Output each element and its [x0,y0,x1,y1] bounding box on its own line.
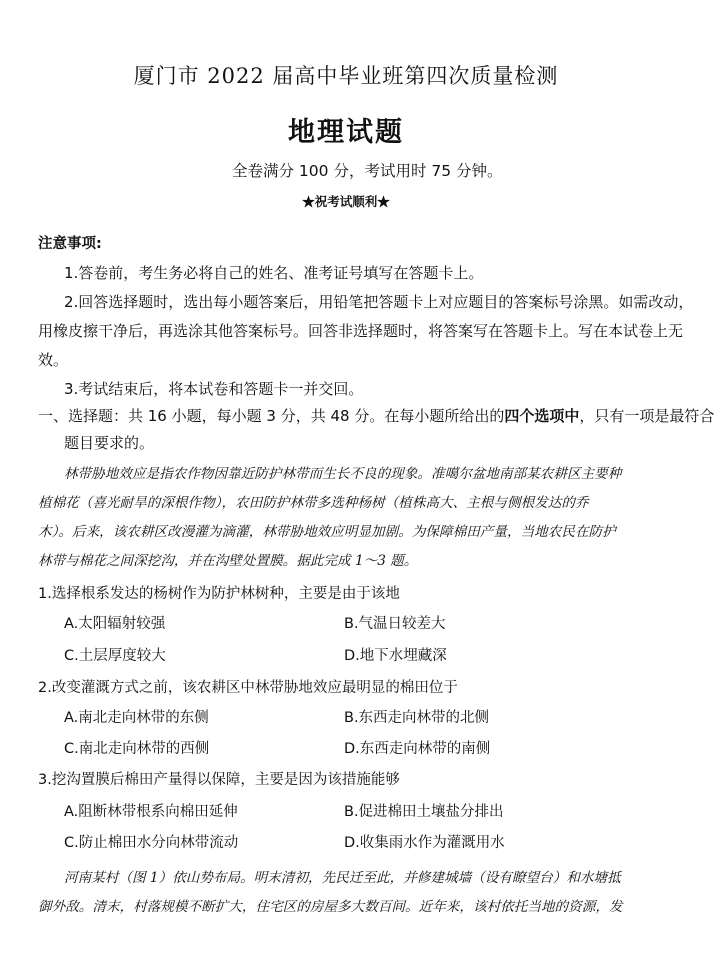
notice-line: 用橡皮擦干净后，再选涂其他答案标号。回答非选择题时，将答案写在答题卡上。写在本试卷上无 [38,322,684,340]
question-stem: 1.选择根系发达的杨树作为防护林树种，主要是由于该地 [38,586,400,602]
option-a: A.太阳辐射较强 [64,616,166,632]
option-b: B.促进棉田土壤盐分排出 [344,804,504,820]
notice-line: 1.答卷前，考生务必将自己的姓名、准考证号填写在答题卡上。 [64,264,484,282]
passage-line: 植棉花（喜光耐旱的深根作物），农田防护林带多选种杨树（植株高大、主根与侧根发达的乔 [38,495,589,511]
passage-line: 河南某村（图 1）依山势布局。明末清初，先民迁至此，并修建城墙（设有瞭望台）和水塘抵 [64,870,621,886]
question-stem: 3.挖沟置膜后棉田产量得以保障，主要是因为该措施能够 [38,772,400,788]
option-b: B.东西走向林带的北侧 [344,710,490,726]
passage-line: 林带胁地效应是指农作物因靠近防护林带而生长不良的现象。准噶尔盆地南部某农耕区主要种 [64,466,622,482]
option-b: B.气温日较差大 [344,616,446,632]
notice-line: 2.回答选择题时，选出每小题答案后，用铅笔把答题卡上对应题目的答案标号涂黑。如需改动， [64,293,694,311]
passage-line: 御外敌。清末，村落规模不断扩大，住宅区的房屋多大数百间。近年来，该村依托当地的资源，发 [38,899,623,915]
option-d: D.收集雨水作为灌溉用水 [344,835,505,851]
section-intro-text: 一、选择题：共 16 小题，每小题 3 分，共 48 分。在每小题所给出的 [38,407,505,425]
option-c: C.土层厚度较大 [64,648,166,664]
notice-heading: 注意事项: [38,236,102,252]
option-a: A.南北走向林带的东侧 [64,710,209,726]
option-c: C.南北走向林带的西侧 [64,741,210,757]
section-intro-emphasis: 四个选项中 [504,407,580,425]
section-intro-text: ，只有一项是最符合 [579,407,714,425]
option-c: C.防止棉田水分向林带流动 [64,835,239,851]
passage-line: 木）。后来，该农耕区改漫灌为滴灌，林带胁地效应明显加剧。为保障棉田产量，当地农民在防护 [38,524,616,540]
exam-title: 厦门市 2022 届高中毕业班第四次质量检测 [133,64,559,88]
time-info: 全卷满分 100 分，考试用时 75 分钟。 [232,162,503,180]
section-intro [38,405,714,426]
section-intro-line: 题目要求的。 [64,434,155,452]
passage-line: 林带与棉花之间深挖沟，并在沟壁处置膜。据此完成 1～3 题。 [38,553,418,569]
notice-line: 效。 [38,351,69,369]
notice-line: 3.考试结束后，将本试卷和答题卡一并交回。 [64,380,364,398]
good-luck-note: ★祝考试顺利★ [302,194,390,209]
subject-title: 地理试题 [288,117,404,148]
question-stem: 2.改变灌溉方式之前，该农耕区中林带胁地效应最明显的棉田位于 [38,680,458,696]
option-d: D.东西走向林带的南侧 [344,741,491,757]
option-a: A.阻断林带根系向棉田延伸 [64,804,238,820]
option-d: D.地下水埋藏深 [344,648,447,664]
